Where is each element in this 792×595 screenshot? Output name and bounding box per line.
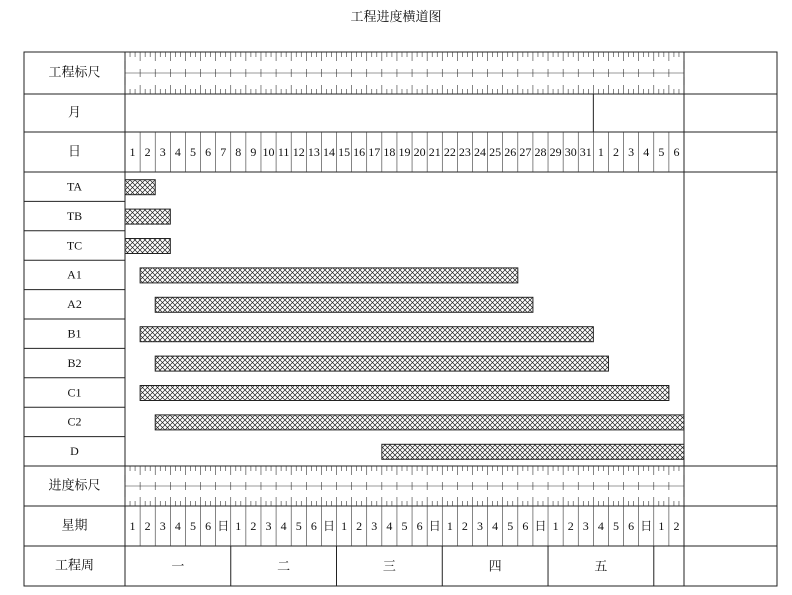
day-label: 1 [597,144,604,159]
day-label: 5 [658,144,665,159]
week-label: 四 [488,559,502,575]
day-label: 11 [277,144,290,159]
day-label: 12 [292,144,305,159]
weekday-label: 6 [628,518,635,533]
weekday-label: 6 [205,518,212,533]
task-label: A1 [67,267,82,282]
weekday-label: 日 [640,518,653,533]
weekday-label: 4 [386,518,393,533]
weekday-label: 6 [310,518,317,533]
task-label: TA [66,179,83,194]
task-label: A2 [67,297,82,312]
weekday-label: 1 [235,518,242,533]
week-label: 一 [171,559,185,575]
weekday-label: 2 [461,518,468,533]
weekday-row-label: 星期 [61,518,88,534]
weekday-label: 5 [613,518,620,533]
weekday-label: 3 [265,518,272,533]
weekday-label: 1 [552,518,559,533]
weekday-label: 2 [144,518,151,533]
week-label: 三 [382,559,396,575]
task-label: B2 [67,355,82,370]
day-label: 3 [159,144,166,159]
task-label: TB [66,208,83,223]
day-label: 1 [129,144,136,159]
weekday-label: 日 [322,518,335,533]
task-bar [382,444,684,459]
weekday-label: 1 [446,518,453,533]
day-label: 2 [613,144,620,159]
week-label: 二 [277,559,291,575]
task-bar [140,327,593,342]
weekday-label: 1 [129,518,136,533]
task-label: D [70,444,79,459]
task-bar [125,239,170,254]
day-label: 20 [413,144,426,159]
day-label: 24 [474,144,487,159]
weekday-label: 5 [189,518,196,533]
task-label: C2 [67,414,82,429]
day-label: 29 [549,144,562,159]
weekday-label: 1 [341,518,348,533]
day-label: 25 [489,144,502,159]
weekday-label: 5 [507,518,514,533]
month-label: 月 [67,105,82,121]
day-label: 27 [519,144,532,159]
day-label: 19 [398,144,411,159]
day-label: 23 [458,144,471,159]
day-label: 6 [673,144,680,159]
task-label: B1 [67,326,82,341]
day-label: 6 [205,144,212,159]
project-week-label: 工程周 [54,558,95,574]
weekday-label: 4 [492,518,499,533]
weekday-label: 5 [401,518,408,533]
day-label: 28 [534,144,547,159]
task-label: TC [66,238,83,253]
day-label: 2 [144,144,151,159]
task-label: C1 [67,385,82,400]
weekday-label: 2 [250,518,257,533]
week-label: 五 [594,559,608,575]
weekday-label: 3 [477,518,484,533]
task-bar [155,415,684,430]
weekday-label: 4 [597,518,604,533]
day-label: 31 [579,144,592,159]
task-bar [140,268,518,283]
day-label: 4 [643,144,650,159]
weekday-label: 3 [582,518,589,533]
day-row-label: 日 [67,144,82,160]
day-label: 26 [504,144,517,159]
weekday-label: 2 [356,518,363,533]
day-label: 22 [443,144,456,159]
day-label: 15 [338,144,351,159]
task-bar [125,180,155,195]
weekday-label: 2 [673,518,680,533]
day-label: 16 [353,144,366,159]
day-label: 5 [189,144,196,159]
day-label: 4 [174,144,181,159]
task-bar [155,356,608,371]
progress-ruler-label: 进度标尺 [48,478,101,494]
day-label: 8 [235,144,242,159]
weekday-label: 日 [534,518,547,533]
day-label: 30 [564,144,577,159]
day-label: 17 [368,144,381,159]
weekday-label: 5 [295,518,302,533]
weekday-label: 3 [371,518,378,533]
weekday-label: 6 [416,518,423,533]
day-label: 9 [250,144,257,159]
weekday-label: 4 [174,518,181,533]
task-bar [140,386,669,401]
chart-title: 工程进度横道图 [350,10,442,25]
day-label: 13 [307,144,320,159]
day-label: 3 [628,144,635,159]
day-label: 18 [383,144,396,159]
weekday-label: 4 [280,518,287,533]
day-label: 7 [220,144,227,159]
task-bar [155,297,533,312]
day-label: 21 [428,144,441,159]
weekday-label: 日 [217,518,230,533]
weekday-label: 1 [658,518,665,533]
weekday-label: 6 [522,518,529,533]
task-bar [125,209,170,224]
weekday-label: 日 [428,518,441,533]
engineering-ruler-label: 工程标尺 [48,65,101,81]
weekday-label: 3 [159,518,166,533]
day-label: 14 [322,144,335,159]
weekday-label: 2 [567,518,574,533]
day-label: 10 [262,144,275,159]
